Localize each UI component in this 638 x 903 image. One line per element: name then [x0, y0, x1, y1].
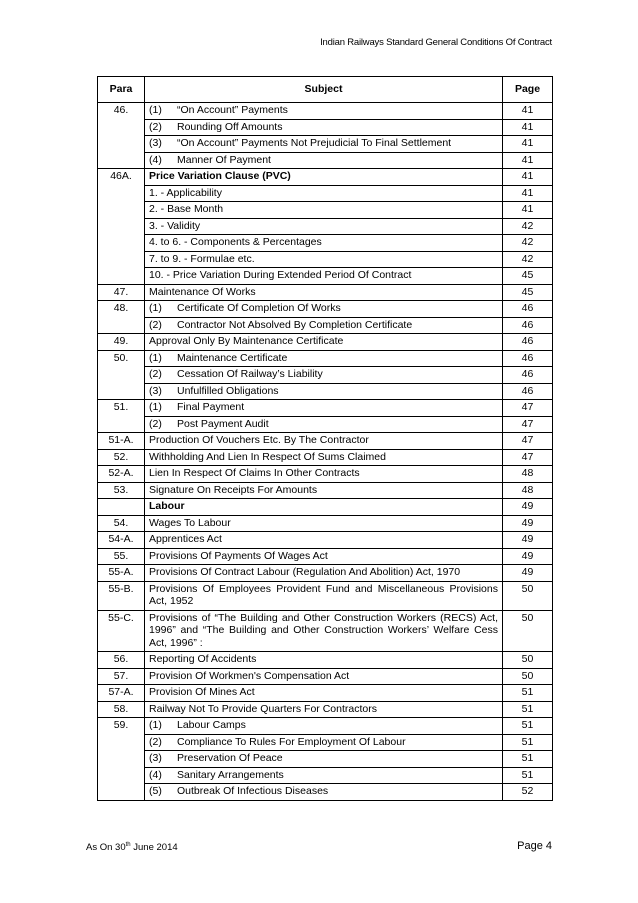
subject-text: Provision Of Workmen's Compensation Act: [149, 669, 350, 682]
subject-cell: [145, 767, 503, 784]
table-row: [98, 251, 553, 268]
page-cell: 42: [503, 251, 553, 268]
table-row: [98, 169, 553, 186]
para-cell: 58.: [98, 701, 145, 718]
running-header: Indian Railways Standard General Conditions Of Contract: [320, 37, 552, 48]
para-cell: 59.: [98, 718, 145, 735]
table-row: [98, 185, 553, 202]
table-row: [98, 482, 553, 499]
table-row: [98, 449, 553, 466]
sub-item-number: (5): [149, 785, 162, 797]
para-cell: 55-B.: [98, 581, 145, 610]
page-cell: 47: [503, 433, 553, 450]
table-row: [98, 103, 553, 120]
para-cell: 46.: [98, 103, 145, 120]
subject-text: Wages To Labour: [149, 516, 231, 529]
subject-text: “On Account” Payments: [177, 104, 288, 116]
subject-cell: [145, 565, 503, 582]
table-row: [98, 284, 553, 301]
footer-page-number: Page 4: [517, 840, 552, 852]
subject-text: Manner Of Payment: [177, 153, 271, 166]
page-cell: 45: [503, 284, 553, 301]
subject-cell: [145, 152, 503, 169]
para-cell: [98, 751, 145, 768]
subject-text: Lien In Respect Of Claims In Other Contracts: [149, 467, 360, 479]
subject-cell: [145, 433, 503, 450]
subject-cell: [145, 734, 503, 751]
page-cell: 51: [503, 701, 553, 718]
subject-cell: [145, 668, 503, 685]
table-row: [98, 350, 553, 367]
subject-cell: [145, 317, 503, 334]
column-header-page: Page: [503, 77, 553, 103]
table-row: [98, 581, 553, 610]
para-cell: 57-A.: [98, 685, 145, 702]
table-row: [98, 784, 553, 801]
page-cell: 46: [503, 350, 553, 367]
table-body: [98, 103, 553, 801]
page-cell: 41: [503, 202, 553, 219]
table-row: [98, 218, 553, 235]
page-cell: 48: [503, 466, 553, 483]
subject-cell: [145, 334, 503, 351]
page-cell: 48: [503, 482, 553, 499]
page-cell: 47: [503, 400, 553, 417]
sub-item-number: (2): [149, 120, 162, 133]
sub-item-number: (1): [149, 104, 162, 116]
sub-item-number: (3): [149, 137, 162, 149]
table-row: [98, 668, 553, 685]
subject-text: 3. - Validity: [149, 219, 201, 232]
table-row: [98, 565, 553, 582]
page-cell: 51: [503, 734, 553, 751]
subject-cell: [145, 268, 503, 285]
subject-cell: [145, 652, 503, 669]
subject-cell: [145, 784, 503, 801]
page-cell: 50: [503, 652, 553, 669]
subject-cell: [145, 466, 503, 483]
table-row: [98, 767, 553, 784]
page-cell: 50: [503, 668, 553, 685]
table-row: [98, 499, 553, 516]
subject-text: Contractor Not Absolved By Completion Certificate: [177, 318, 413, 331]
para-cell: [98, 119, 145, 136]
page-cell: 49: [503, 499, 553, 516]
page-cell: 46: [503, 334, 553, 351]
subject-cell: [145, 202, 503, 219]
table-row: [98, 532, 553, 549]
para-cell: 56.: [98, 652, 145, 669]
para-cell: 54.: [98, 515, 145, 532]
subject-text: Maintenance Certificate: [177, 351, 288, 364]
subject-text: Post Payment Audit: [177, 417, 269, 430]
page-cell: 41: [503, 103, 553, 120]
subject-cell: [145, 685, 503, 702]
para-cell: 55-A.: [98, 565, 145, 582]
sub-item-number: (2): [149, 735, 162, 748]
subject-cell: [145, 515, 503, 532]
sub-item-number: (2): [149, 318, 162, 331]
para-cell: 53.: [98, 482, 145, 499]
para-cell: [98, 367, 145, 384]
page-cell: 41: [503, 169, 553, 186]
sub-item-number: (4): [149, 153, 162, 166]
table-row: [98, 383, 553, 400]
page-cell: 47: [503, 449, 553, 466]
table-row: [98, 334, 553, 351]
table-row: [98, 119, 553, 136]
sub-item-number: (3): [149, 384, 162, 397]
subject-text: Withholding And Lien In Respect Of Sums Claimed: [149, 450, 386, 463]
subject-text: Outbreak Of Infectious Diseases: [177, 785, 329, 797]
para-cell: 47.: [98, 284, 145, 301]
subject-text: Compliance To Rules For Employment Of Labour: [177, 735, 406, 748]
table-row: [98, 652, 553, 669]
page-cell: 46: [503, 367, 553, 384]
para-cell: [98, 767, 145, 784]
sub-item-number: (2): [149, 368, 162, 380]
subject-cell: [145, 718, 503, 735]
sub-item-number: (1): [149, 401, 162, 413]
subject-cell: [145, 400, 503, 417]
page-cell: 41: [503, 185, 553, 202]
column-header-subject: Subject: [145, 77, 503, 103]
subject-text: 4. to 6. - Components & Percentages: [149, 236, 322, 248]
sub-item-number: (1): [149, 302, 162, 314]
page-cell: 41: [503, 152, 553, 169]
subject-cell: [145, 218, 503, 235]
page-cell: 49: [503, 565, 553, 582]
subject-cell: [145, 482, 503, 499]
page-cell: 52: [503, 784, 553, 801]
subject-cell: [145, 701, 503, 718]
subject-text: Rounding Off Amounts: [177, 120, 283, 133]
para-cell: [98, 383, 145, 400]
subject-cell: [145, 499, 503, 516]
para-cell: [98, 499, 145, 516]
page-cell: 41: [503, 136, 553, 153]
table-row: [98, 152, 553, 169]
para-cell: 52-A.: [98, 466, 145, 483]
para-cell: [98, 202, 145, 219]
subject-text: Labour Camps: [177, 719, 246, 731]
subject-text: Price Variation Clause (PVC): [149, 170, 291, 182]
subject-text: Cessation Of Railway’s Liability: [177, 368, 323, 380]
sub-item-number: (2): [149, 417, 162, 430]
subject-text: Provisions of “The Building and Other Construction Workers (RECS) Act, 1996” and “The Building and Other Construction Workers’ Welfare Cess Act, 1996” :: [149, 611, 498, 649]
para-cell: [98, 317, 145, 334]
page-cell: 49: [503, 548, 553, 565]
subject-cell: [145, 185, 503, 202]
page-cell: 46: [503, 383, 553, 400]
subject-text: Approval Only By Maintenance Certificate: [149, 335, 344, 347]
page-cell: 42: [503, 235, 553, 252]
para-cell: [98, 734, 145, 751]
sub-item-number: (3): [149, 752, 162, 764]
para-cell: [98, 251, 145, 268]
sub-item-number: (4): [149, 768, 162, 781]
page-cell: 51: [503, 718, 553, 735]
para-cell: [98, 784, 145, 801]
page-cell: 42: [503, 218, 553, 235]
subject-cell: [145, 751, 503, 768]
sub-item-number: (1): [149, 719, 162, 731]
subject-text: Reporting Of Accidents: [149, 653, 257, 665]
para-cell: 55-C.: [98, 610, 145, 652]
footer-date: As On 30th June 2014: [86, 842, 178, 853]
sub-item-number: (1): [149, 351, 162, 364]
para-cell: 50.: [98, 350, 145, 367]
subject-text: Preservation Of Peace: [177, 752, 283, 764]
subject-text: Railway Not To Provide Quarters For Contractors: [149, 702, 377, 715]
subject-text: Signature On Receipts For Amounts: [149, 483, 318, 496]
table-row: [98, 268, 553, 285]
page-cell: 47: [503, 416, 553, 433]
page-cell: 49: [503, 532, 553, 549]
table-row: [98, 433, 553, 450]
para-cell: [98, 218, 145, 235]
table-row: [98, 685, 553, 702]
contents-table: [97, 76, 553, 801]
subject-text: Provision Of Mines Act: [149, 686, 255, 698]
subject-text: Final Payment: [177, 401, 245, 413]
subject-cell: [145, 350, 503, 367]
subject-text: 10. - Price Variation During Extended Period Of Contract: [149, 269, 412, 281]
page-cell: 50: [503, 610, 553, 652]
subject-text: Sanitary Arrangements: [177, 768, 284, 781]
subject-cell: [145, 301, 503, 318]
para-cell: [98, 268, 145, 285]
subject-cell: [145, 383, 503, 400]
para-cell: [98, 185, 145, 202]
table-row: [98, 301, 553, 318]
para-cell: 46A.: [98, 169, 145, 186]
para-cell: 49.: [98, 334, 145, 351]
page-cell: 50: [503, 581, 553, 610]
subject-text: 2. - Base Month: [149, 203, 224, 215]
table-row: [98, 202, 553, 219]
subject-cell: [145, 416, 503, 433]
page-cell: 51: [503, 751, 553, 768]
para-cell: 52.: [98, 449, 145, 466]
table-row: [98, 548, 553, 565]
table-header-row: [98, 77, 553, 103]
subject-text: Provisions Of Contract Labour (Regulation And Abolition) Act, 1970: [149, 566, 461, 578]
table-row: [98, 466, 553, 483]
table-row: [98, 718, 553, 735]
subject-text: Certificate Of Completion Of Works: [177, 302, 341, 314]
subject-cell: [145, 581, 503, 610]
para-cell: 57.: [98, 668, 145, 685]
subject-text: Maintenance Of Works: [149, 285, 256, 298]
para-cell: 54-A.: [98, 532, 145, 549]
para-cell: [98, 235, 145, 252]
table-row: [98, 610, 553, 652]
table-row: [98, 235, 553, 252]
subject-cell: [145, 235, 503, 252]
subject-text: 7. to 9. - Formulae etc.: [149, 252, 255, 265]
page-cell: 49: [503, 515, 553, 532]
subject-cell: [145, 449, 503, 466]
table-row: [98, 400, 553, 417]
table-row: [98, 367, 553, 384]
table-row: [98, 515, 553, 532]
para-cell: 51-A.: [98, 433, 145, 450]
page-cell: 51: [503, 685, 553, 702]
subject-cell: [145, 284, 503, 301]
subject-text: Apprentices Act: [149, 533, 222, 545]
subject-cell: [145, 548, 503, 565]
subject-text: Unfulfilled Obligations: [177, 384, 279, 397]
page-cell: 46: [503, 317, 553, 334]
subject-text: Labour: [149, 500, 185, 512]
page-cell: 41: [503, 119, 553, 136]
table-row: [98, 734, 553, 751]
para-cell: 51.: [98, 400, 145, 417]
subject-cell: [145, 136, 503, 153]
table-row: [98, 317, 553, 334]
para-cell: [98, 136, 145, 153]
subject-cell: [145, 119, 503, 136]
page-cell: 46: [503, 301, 553, 318]
subject-cell: [145, 532, 503, 549]
subject-text: “On Account” Payments Not Prejudicial To Final Settlement: [177, 137, 452, 149]
subject-text: Production Of Vouchers Etc. By The Contractor: [149, 434, 369, 446]
subject-cell: [145, 367, 503, 384]
para-cell: [98, 416, 145, 433]
subject-text: Provisions Of Employees Provident Fund and Miscellaneous Provisions Act, 1952: [149, 582, 498, 607]
para-cell: 55.: [98, 548, 145, 565]
subject-text: Provisions Of Payments Of Wages Act: [149, 549, 328, 562]
page-cell: 45: [503, 268, 553, 285]
subject-cell: [145, 610, 503, 652]
table-row: [98, 136, 553, 153]
table-row: [98, 751, 553, 768]
subject-cell: [145, 103, 503, 120]
table-row: [98, 416, 553, 433]
subject-cell: [145, 251, 503, 268]
page-cell: 51: [503, 767, 553, 784]
para-cell: 48.: [98, 301, 145, 318]
para-cell: [98, 152, 145, 169]
subject-text: 1. - Applicability: [149, 186, 222, 199]
column-header-para: Para: [98, 77, 145, 103]
subject-cell: [145, 169, 503, 186]
table-row: [98, 701, 553, 718]
